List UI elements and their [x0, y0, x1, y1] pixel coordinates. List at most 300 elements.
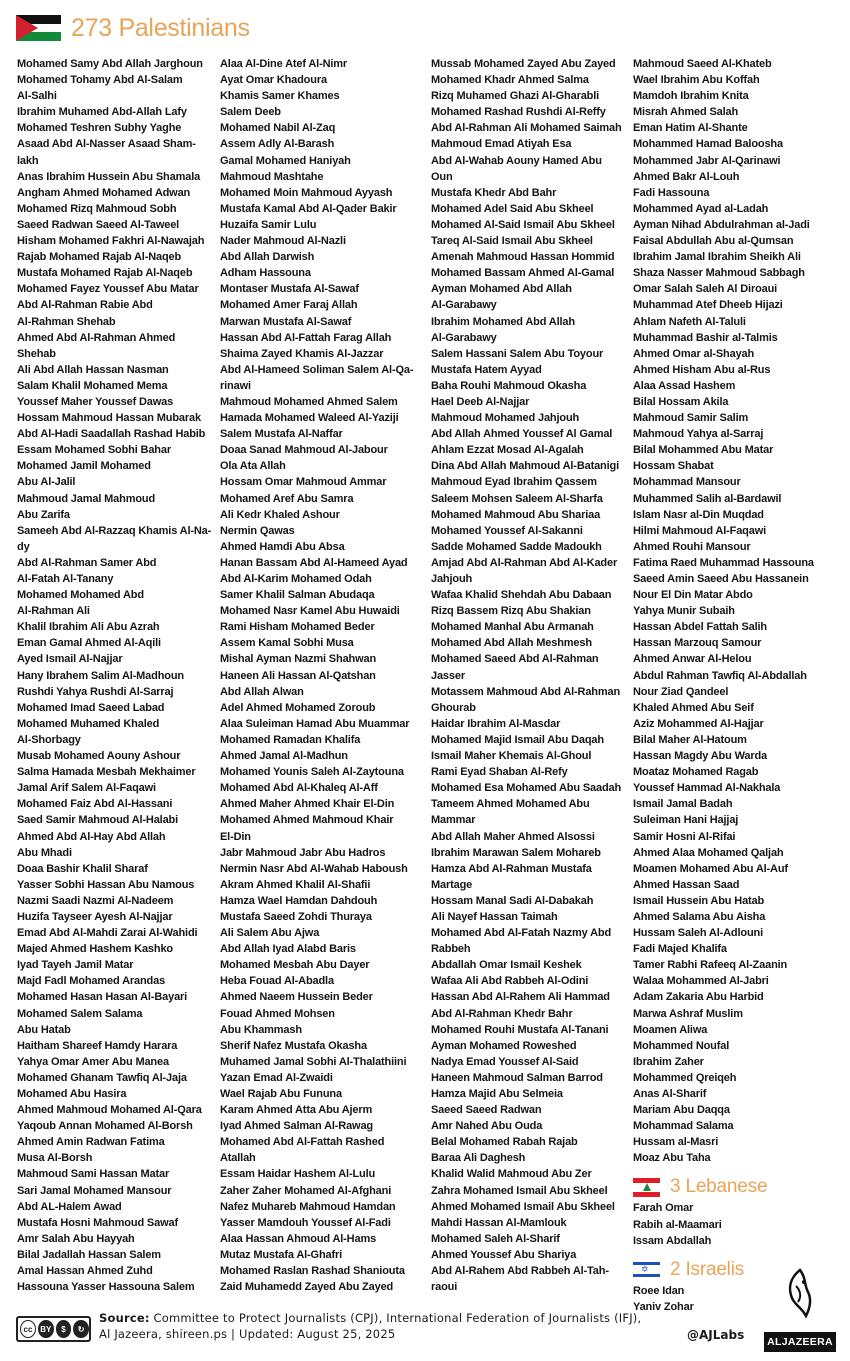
name-line: Hossam Manal Sadi Al-Dabakah [431, 894, 594, 907]
name-line: Mohamed Younis Saleh Al-Zaytouna [220, 766, 404, 779]
name-line: Ola Ata Allah [220, 460, 286, 473]
name-line: Al-Shorbagy [17, 733, 81, 746]
name-line: Al-Garabawy [431, 299, 497, 312]
name-line: Mohamed Hasan Hasan Al-Bayari [17, 991, 188, 1004]
name-line: Adel Ahmed Mohamed Zoroub [220, 701, 376, 714]
name-line: Mohamed Al-Said Ismail Abu Skheel [431, 218, 615, 231]
name-line: Hossam Mahmoud Hassan Mubarak [17, 412, 201, 425]
name-line: Moaz Abu Taha [633, 1152, 711, 1165]
name-line: Belal Mohamed Rabah Rajab [431, 1136, 578, 1149]
name-line: Hassan Abdel Fattah Salih [633, 621, 767, 634]
name-line: Moamen Mohamed Abu Al-Auf [633, 862, 788, 875]
name-line: Tamer Rabhi Rafeeq Al-Zaanin [633, 959, 788, 972]
name-line: Al-Salhi [17, 90, 57, 103]
name-line: Mohamed Imad Saeed Labad [17, 701, 165, 714]
name-line: Emad Abd Al-Mahdi Zarai Al-Wahidi [17, 927, 198, 940]
name-line: Mohamed Ramadan Khalifa [220, 733, 361, 746]
name-line: Mussab Mohamed Zayed Abu Zayed [431, 58, 616, 70]
name-line: Abd Allah Alwan [220, 685, 304, 698]
name-line: Al-Garabawy [431, 331, 497, 344]
name-line: Rizq Muhamed Ghazi Al-Gharabli [431, 90, 600, 103]
name-line: Oun [431, 170, 453, 183]
name-line: Mohamed Moin Mahmoud Ayyash [220, 186, 393, 199]
name-line: Mahmoud Jamal Mahmoud [17, 492, 156, 505]
source-separator: | [231, 1327, 236, 1341]
name-line: Mohamed Abd Allah Meshmesh [431, 637, 592, 650]
name-line: Mustafa Hatem Ayyad [431, 363, 542, 376]
name-line: Alaa Suleiman Hamad Abu Muammar [220, 717, 410, 730]
name-line: Ahmed Amin Radwan Fatima [17, 1136, 165, 1149]
name-line: Alaa Hassan Ahmoud Al-Hams [220, 1232, 377, 1245]
name-line: Rami Eyad Shaban Al-Refy [431, 766, 568, 779]
name-line: Ahmed Bakr Al-Louh [633, 170, 740, 183]
name-line: Amjad Abd Al-Rahman Abd Al-Kader [431, 556, 618, 569]
name-line: Mohammed Noufal [633, 1039, 730, 1052]
name-line: Montaser Mustafa Al-Sawaf [220, 283, 359, 296]
name-line: Ismail Hussein Abu Hatab [633, 894, 765, 907]
name-line: Hossam Shabat [633, 460, 714, 473]
name-line: Motassem Mahmoud Abd Al-Rahman [431, 685, 621, 698]
name-line: Abd Allah Iyad Alabd Baris [220, 943, 356, 956]
name-line: Alaa Al-Dine Atef Al-Nimr [220, 58, 348, 70]
header [16, 12, 250, 44]
name-line: Hamada Mohamed Waleed Al-Yaziji [220, 412, 399, 425]
name-line: Mohamed Mohamed Abd [17, 589, 144, 602]
name-line: Wael Ibrahim Abu Koffah [633, 74, 760, 87]
name-line: Doaa Sanad Mahmoud Al-Jabour [220, 444, 388, 457]
name-line: Ayman Nihad Abdulrahman al-Jadi [633, 218, 810, 231]
name-line: Jamal Arif Salem Al-Faqawi [17, 782, 156, 795]
name-line: Fouad Ahmed Mohsen [220, 1007, 335, 1020]
name-line: Alaa Assad Hashem [633, 379, 736, 392]
name-line: Baraa Ali Daghesh [431, 1152, 526, 1165]
name-line: Bilal Maher Al-Hatoum [633, 733, 747, 746]
name-line: Hassan Magdy Abu Warda [633, 750, 768, 763]
name-line: Abd Al-Rahem Abd Rabbeh Al-Tah- [431, 1265, 609, 1278]
name-line: Hisham Mohamed Fakhri Al-Nawajah [17, 235, 205, 248]
name-line: Mahmoud Eyad Ibrahim Qassem [431, 476, 597, 489]
name-line: Ahmed Omar al-Shayah [633, 347, 755, 360]
name-line: Mohamed Ahmed Mahmoud Khair [220, 814, 394, 827]
name-line: Ahlam Ezzat Mosad Al-Agalah [431, 444, 584, 457]
name-line: Abu Hatab [17, 1023, 71, 1036]
source-label: Source: [99, 1311, 150, 1325]
name-line: Jasser [431, 669, 465, 682]
name-line: Bilal Mohammed Abu Matar [633, 444, 774, 457]
name-line: Heba Fouad Al-Abadla [220, 975, 334, 988]
lebanese-title: 3 Lebanese [670, 1176, 768, 1198]
name-line: Abd Al-Hameed Soliman Salem Al-Qa- [220, 363, 414, 376]
name-line: Ahmed Rouhi Mansour [633, 540, 751, 553]
name-line: Hamza Majid Abu Selmeia [431, 1088, 563, 1100]
name-line: Gamal Mohamed Haniyah [220, 154, 351, 167]
israelis-title: 2 Israelis [670, 1258, 745, 1280]
name-line: Nour Ziad Qandeel [633, 685, 729, 698]
name-line: Ali Nayef Hassan Taimah [431, 910, 558, 923]
name-line: Issam Abdallah [633, 1234, 712, 1247]
name-line: Mohamed Manhal Abu Armanah [431, 621, 594, 634]
name-line: Tameem Ahmed Mohamed Abu [431, 798, 590, 811]
name-line: Angham Ahmed Mohamed Adwan [17, 186, 191, 199]
name-line: Sherif Nafez Mustafa Okasha [220, 1039, 367, 1052]
name-line: Abd Al-Wahab Aouny Hamed Abu [431, 154, 602, 167]
name-line: Mohamed Aref Abu Samra [220, 492, 354, 505]
name-line: Ahmed Hisham Abu al-Rus [633, 363, 771, 376]
name-line: Mishal Ayman Nazmi Shahwan [220, 653, 377, 666]
name-line: Assem Adly Al-Barash [220, 138, 335, 151]
name-line: Mohamed Salem Salama [17, 1007, 143, 1020]
name-line: Atallah [220, 1152, 256, 1165]
name-line: Ahmed Maher Ahmed Khair El-Din [220, 798, 395, 811]
name-line: Mahmoud Emad Atiyah Esa [431, 138, 572, 151]
name-line: Saleem Mohsen Saleem Al-Sharfa [431, 492, 603, 505]
name-line: Asaad Abd Al-Nasser Asaad Sham- [17, 138, 196, 151]
name-line: lakh [17, 154, 39, 167]
name-line: Abd Al-Rahman Ali Mohamed Saimah [431, 122, 622, 135]
name-line: Doaa Bashir Khalil Sharaf [17, 862, 148, 875]
name-line: Hanan Bassam Abd Al-Hameed Ayad [220, 556, 408, 569]
lebanese-header [633, 1176, 843, 1198]
name-line: Mahmoud Mohamed Jahjouh [431, 412, 580, 425]
source-line-2: Al Jazeera, shireen.ps [99, 1327, 228, 1341]
name-line: Mahdi Hassan Al-Mamlouk [431, 1216, 567, 1229]
name-line: Shaza Nasser Mahmoud Sabbagh [633, 267, 805, 280]
name-line: Nermin Qawas [220, 524, 295, 537]
name-line: Khalil Ibrahim Ali Abu Azrah [17, 621, 160, 634]
name-line: Samer Khalil Salman Abudaqa [220, 589, 375, 602]
name-line: Ali Kedr Khaled Ashour [220, 508, 340, 521]
name-line: Mohamed Amer Faraj Allah [220, 299, 358, 312]
source-line-1: Committee to Protect Journalists (CPJ), International Federation of Journalists (IFJ), [153, 1311, 642, 1325]
palestinians-title: 273 Palestinians [71, 13, 250, 42]
name-line: Mohammed Hamad Baloosha [633, 138, 783, 151]
name-line: Hassan Marzouq Samour [633, 637, 762, 650]
name-line: Mohamed Abd Al-Fattah Rashed [220, 1136, 385, 1149]
creative-commons-badge [16, 1316, 91, 1342]
name-line: Martage [431, 878, 473, 891]
name-line: Mohamed Ghanam Tawfiq Al-Jaja [17, 1071, 187, 1084]
name-line: Ahmed Alaa Mohamed Qaljah [633, 846, 784, 859]
name-line: Abdallah Omar Ismail Keshek [431, 959, 582, 972]
name-line: Mammar [431, 814, 476, 827]
name-line: Mohamed Nabil Al-Zaq [220, 122, 336, 135]
name-line: Abu Al-Jalil [17, 476, 76, 489]
name-line: Essam Haidar Hashem Al-Lulu [220, 1168, 376, 1181]
name-line: Youssef Hammad Al-Nakhala [633, 782, 781, 795]
name-line: Mahmoud Saeed Al-Khateb [633, 58, 772, 70]
name-line: Abd Al-Rahman Rabie Abd [17, 299, 153, 312]
name-line: Abd Allah Maher Ahmed Alsossi [431, 830, 595, 843]
name-line: Bilal Jadallah Hassan Salem [17, 1248, 161, 1261]
name-line: rinawi [220, 379, 251, 392]
name-line: Saeed Saeed Radwan [431, 1104, 542, 1117]
name-line: Salem Deeb [220, 106, 281, 119]
name-line: Rami Hisham Mohamed Beder [220, 621, 375, 634]
name-line: Hassouna Yasser Hassouna Salem [17, 1281, 195, 1294]
name-line: Aziz Mohammed Al-Hajjar [633, 717, 764, 730]
name-line: dy [17, 540, 30, 553]
name-line: Youssef Maher Youssef Dawas [17, 395, 174, 408]
name-line: Ayat Omar Khadoura [220, 74, 327, 87]
name-line: Ibrahim Zaher [633, 1055, 704, 1068]
name-line: Mohamed Abu Hasira [17, 1088, 127, 1100]
name-line: Khalid Walid Mahmoud Abu Zer [431, 1168, 592, 1181]
name-line: Abd AL-Halem Awad [17, 1200, 122, 1213]
name-line: Hassan Abd Al-Fattah Farag Allah [220, 331, 392, 344]
name-line: Mohamed Tohamy Abd Al-Salam [17, 74, 183, 87]
name-line: Ahmed Mahmoud Mohamed Al-Qara [17, 1104, 202, 1117]
aljazeera-wordmark: ALJAZEERA [764, 1332, 836, 1352]
name-line: Nour El Din Matar Abdo [633, 589, 753, 602]
name-line: Mohammad Mansour [633, 476, 741, 489]
name-line: Ghourab [431, 701, 476, 714]
name-line: Rajab Mohamed Rajab Al-Naqeb [17, 251, 182, 264]
name-line: Marwa Ashraf Muslim [633, 1007, 743, 1020]
lebanese-names [633, 1200, 843, 1248]
name-line: Nermin Nasr Abd Al-Wahab Haboush [220, 862, 408, 875]
name-line: Mohammad Salama [633, 1120, 734, 1133]
name-line: Hamza Wael Hamdan Dahdouh [220, 894, 378, 907]
name-line: Ahmed Abd Al-Hay Abd Allah [17, 830, 166, 843]
name-line: Nader Mahmoud Al-Nazli [220, 235, 346, 248]
name-line: Salem Hassani Salem Abu Toyour [431, 347, 604, 360]
name-line: Muhammad Atef Dheeb Hijazi [633, 299, 783, 312]
name-line: Ayed Ismail Al-Najjar [17, 653, 123, 666]
name-line: Yahya Omar Amer Abu Manea [17, 1055, 169, 1068]
name-line: Mohamed Adel Said Abu Skheel [431, 202, 594, 215]
name-line: Wael Rajab Abu Fununa [220, 1088, 342, 1100]
name-line: Haneen Ali Hassan Al-Qatshan [220, 669, 376, 682]
name-line: Mahmoud Samir Salim [633, 412, 749, 425]
name-line: Rabih al-Maamari [633, 1218, 722, 1231]
name-line: Adham Hassouna [220, 267, 311, 280]
name-line: Omar Salah Saleh Al Diroaui [633, 283, 778, 296]
name-line: Hussam Saleh Al-Adlouni [633, 927, 763, 940]
israel-flag-icon: ✡ [633, 1260, 660, 1279]
name-line: Mohamed Rouhi Mustafa Al-Tanani [431, 1023, 609, 1036]
name-line: Mohamed Muhamed Khaled [17, 717, 160, 730]
name-line: Salem Mustafa Al-Naffar [220, 428, 343, 441]
name-line: Al-Fatah Al-Tanany [17, 573, 114, 585]
name-line: Ismail Jamal Badah [633, 798, 733, 811]
name-line: Baha Rouhi Mahmoud Okasha [431, 379, 587, 392]
name-line: Ahmed Hamdi Abu Absa [220, 540, 345, 553]
name-line: Ahmed Mohamed Ismail Abu Skheel [431, 1200, 615, 1213]
name-line: Faisal Abdullah Abu al-Qumsan [633, 235, 794, 248]
name-line: Muhammed Salih al-Bardawil [633, 492, 782, 505]
name-line: Ayman Mohamed Abd Allah [431, 283, 572, 296]
aljazeera-mark-icon [782, 1268, 818, 1322]
column-3 [431, 56, 636, 1295]
name-line: Eman Hatim Al-Shante [633, 122, 748, 135]
name-line: Tareq Al-Said Ismail Abu Skheel [431, 235, 593, 248]
name-line: Hassan Abd Al-Rahem Ali Hammad [431, 991, 610, 1004]
name-line: Hany Ibrahem Salim Al-Madhoun [17, 669, 184, 682]
name-line: Mahmoud Yahya al-Sarraj [633, 428, 764, 441]
name-line: Sadde Mohamed Sadde Madoukh [431, 540, 602, 553]
name-line: El-Din [220, 830, 251, 843]
column-4 [633, 56, 843, 1315]
name-line: Yaniv Zohar [633, 1300, 694, 1313]
name-line: Mohamed Raslan Rashad Shaniouta [220, 1265, 405, 1278]
name-line: Anas Al-Sharif [633, 1088, 707, 1100]
name-line: Mohamed Esa Mohamed Abu Saadah [431, 782, 622, 795]
name-line: Mohamed Fayez Youssef Abu Matar [17, 283, 199, 296]
name-line: Nazmi Saadi Nazmi Al-Nadeem [17, 894, 174, 907]
name-line: Huzaifa Samir Lulu [220, 218, 317, 231]
name-line: Assem Kamal Sobhi Musa [220, 637, 354, 650]
name-line: Musa Al-Borsh [17, 1152, 93, 1165]
name-line: Abu Zarifa [17, 508, 70, 521]
nc-icon: $ [56, 1320, 72, 1338]
name-line: Mustafa Kamal Abd Al-Qader Bakir [220, 202, 397, 215]
name-line: Yasser Sobhi Hassan Abu Namous [17, 878, 195, 891]
name-line: Ismail Maher Khemais Al-Ghoul [431, 750, 592, 763]
palestine-flag-icon [16, 15, 61, 41]
name-line: Amr Nahed Abu Ouda [431, 1120, 543, 1133]
name-line: Mutaz Mustafa Al-Ghafri [220, 1248, 343, 1261]
name-line: Ahmed Hassan Saad [633, 878, 740, 891]
name-line: Mohamed Mahmoud Abu Shariaa [431, 508, 601, 521]
name-line: Amal Hassan Ahmed Zuhd [17, 1265, 153, 1278]
name-line: Khaled Ahmed Abu Seif [633, 701, 754, 714]
name-line: Rushdi Yahya Rushdi Al-Sarraj [17, 685, 174, 698]
column-4-names [633, 56, 843, 1166]
name-line: Dina Abd Allah Mahmoud Al-Batanigi [431, 460, 620, 473]
name-line: Mohamed Abd Al-Khaleq Al-Aff [220, 782, 378, 795]
name-line: Abu Mhadi [17, 846, 72, 859]
name-line: Mustafa Mohamed Rajab Al-Naqeb [17, 267, 193, 280]
name-line: Mohamed Majid Ismail Abu Daqah [431, 733, 604, 746]
name-line: Bilal Hossam Akila [633, 395, 729, 408]
name-line: Haneen Mahmoud Salman Barrod [431, 1071, 603, 1084]
name-line: Mohammed Jabr Al-Qarinawi [633, 154, 781, 167]
name-line: Ibrahim Mohamed Abd Allah [431, 315, 575, 328]
column-1 [17, 56, 215, 1295]
name-line: Akram Ahmed Khalil Al-Shafii [220, 878, 371, 891]
name-line: Mohamed Faiz Abd Al-Hassani [17, 798, 173, 811]
name-line: Eman Gamal Ahmed Al-Aqili [17, 637, 161, 650]
cc-icon: cc [20, 1320, 36, 1338]
name-line: Rizq Bassem Rizq Abu Shakian [431, 605, 591, 618]
name-line: Mustafa Saeed Zohdi Thuraya [220, 910, 372, 923]
name-line: Salam Khalil Mohamed Mema [17, 379, 168, 392]
name-line: Essam Mohamed Sobhi Bahar [17, 444, 171, 457]
name-line: Abd Al-Rahman Samer Abd [17, 556, 157, 569]
name-line: Majed Ahmed Hashem Kashko [17, 943, 173, 956]
name-line: Zaid Muhamedd Zayed Abu Zayed [220, 1281, 394, 1294]
name-line: Marwan Mustafa Al-Sawaf [220, 315, 352, 328]
name-line: Mohamed Rashad Rushdi Al-Reffy [431, 106, 606, 119]
name-line: Mohamed Bassam Ahmed Al-Gamal [431, 267, 615, 280]
name-line: Al-Rahman Shehab [17, 315, 116, 328]
name-line: Karam Ahmed Atta Abu Ajerm [220, 1104, 373, 1117]
name-line: Amenah Mahmoud Hassan Hommid [431, 251, 615, 264]
name-line: Ayman Mohamed Roweshed [431, 1039, 577, 1052]
name-line: Yazan Emad Al-Zwaidi [220, 1071, 333, 1084]
source-text [99, 1310, 669, 1342]
name-line: Suleiman Hani Hajjaj [633, 814, 739, 827]
name-line: Ahmed Salama Abu Aisha [633, 910, 766, 923]
name-line: Fadi Majed Khalifa [633, 943, 727, 956]
name-line: Anas Ibrahim Hussein Abu Shamala [17, 170, 201, 183]
name-line: Samir Hosni Al-Rifai [633, 830, 736, 843]
name-line: Nafez Muhareb Mahmoud Hamdan [220, 1200, 396, 1213]
name-line: Ibrahim Muhamed Abd-Allah Lafy [17, 106, 187, 119]
name-line: Mohamed Mesbah Abu Dayer [220, 959, 370, 972]
name-line: Mohamed Nasr Kamel Abu Huwaidi [220, 605, 400, 618]
ajlabs-handle: @AJLabs [687, 1328, 745, 1342]
name-line: Mohammed Qreiqeh [633, 1071, 737, 1084]
name-line: Saeed Radwan Saeed Al-Taweel [17, 218, 180, 231]
name-line: Mustafa Khedr Abd Bahr [431, 186, 557, 199]
name-line: Hamza Abd Al-Rahman Mustafa [431, 862, 592, 875]
name-line: Abd Allah Ahmed Youssef Al Gamal [431, 428, 613, 441]
name-line: Huzifa Tayseer Ayesh Al-Najjar [17, 910, 173, 923]
name-line: Yasser Mamdouh Youssef Al-Fadi [220, 1216, 391, 1229]
name-line: Hilmi Mahmoud Al-Faqawi [633, 524, 767, 537]
name-line: Mohammed Ayad al-Ladah [633, 202, 769, 215]
column-2 [220, 56, 425, 1295]
name-line: Rabbeh [431, 943, 471, 956]
name-line: Shaima Zayed Khamis Al-Jazzar [220, 347, 384, 360]
name-line: Ahmed Naeem Hussein Beder [220, 991, 373, 1004]
name-line: Zahra Mohamed Ismail Abu Skheel [431, 1184, 608, 1197]
name-line: Ahmed Anwar Al-Helou [633, 653, 752, 666]
name-line: Mustafa Hosni Mahmoud Sawaf [17, 1216, 178, 1229]
name-line: Haitham Shareef Hamdy Harara [17, 1039, 178, 1052]
name-line: Hussam al-Masri [633, 1136, 719, 1149]
name-line: Mohamed Jamil Mohamed [17, 460, 151, 473]
name-line: Ahlam Nafeth Al-Taluli [633, 315, 746, 328]
name-line: Adam Zakaria Abu Harbid [633, 991, 764, 1004]
name-line: raoui [431, 1281, 458, 1294]
name-line: Mohamed Samy Abd Allah Jarghoun [17, 58, 203, 70]
name-line: Farah Omar [633, 1202, 694, 1215]
name-line: Muhammad Bashir al-Talmis [633, 331, 778, 344]
name-line: Jahjouh [431, 573, 473, 585]
by-icon: BY [38, 1320, 54, 1338]
name-line: Iyad Ahmed Salman Al-Rawag [220, 1120, 373, 1133]
name-line: Mahmoud Mohamed Ahmed Salem [220, 395, 398, 408]
name-line: Moamen Aliwa [633, 1023, 708, 1036]
name-line: Mohamed Rizq Mahmoud Sobh [17, 202, 177, 215]
name-line: Hossam Omar Mahmoud Ammar [220, 476, 387, 489]
name-line: Mohamed Saeed Abd Al-Rahman [431, 653, 599, 666]
name-line: Majd Fadl Mohamed Arandas [17, 975, 166, 988]
lebanon-flag-icon [633, 1178, 660, 1197]
name-line: Ibrahim Marawan Salem Mohareb [431, 846, 601, 859]
name-line: Jabr Mahmoud Jabr Abu Hadros [220, 846, 386, 859]
name-line: Mohamed Youssef Al-Sakanni [431, 524, 583, 537]
name-line: Abd Al-Rahman Khedr Bahr [431, 1007, 573, 1020]
name-line: Hael Deeb Al-Najjar [431, 395, 530, 408]
name-line: Mamdoh Ibrahim Knita [633, 90, 749, 103]
name-line: Muhamed Jamal Sobhi Al-Thalathiini [220, 1055, 407, 1068]
name-line: Haidar Ibrahim Al-Masdar [431, 717, 561, 730]
name-line: Ibrahim Jamal Ibrahim Sheikh Ali [633, 251, 801, 264]
name-line: Fadi Hassouna [633, 186, 710, 199]
name-line: Mohamed Teshren Subhy Yaghe [17, 122, 182, 135]
name-line: Sari Jamal Mohamed Mansour [17, 1184, 172, 1197]
name-line: Zaher Zaher Mohamed Al-Afghani [220, 1184, 392, 1197]
name-line: Abdul Rahman Tawfiq Al-Abdallah [633, 669, 807, 682]
name-line: Mohamed Saleh Al-Sharif [431, 1232, 560, 1245]
name-line: Mohamed Abd Al-Fatah Nazmy Abd [431, 927, 612, 940]
name-line: Islam Nasr al-Din Muqdad [633, 508, 764, 521]
name-line: Ahmed Youssef Abu Shariya [431, 1248, 577, 1261]
name-line: Walaa Mohammed Al-Jabri [633, 975, 769, 988]
